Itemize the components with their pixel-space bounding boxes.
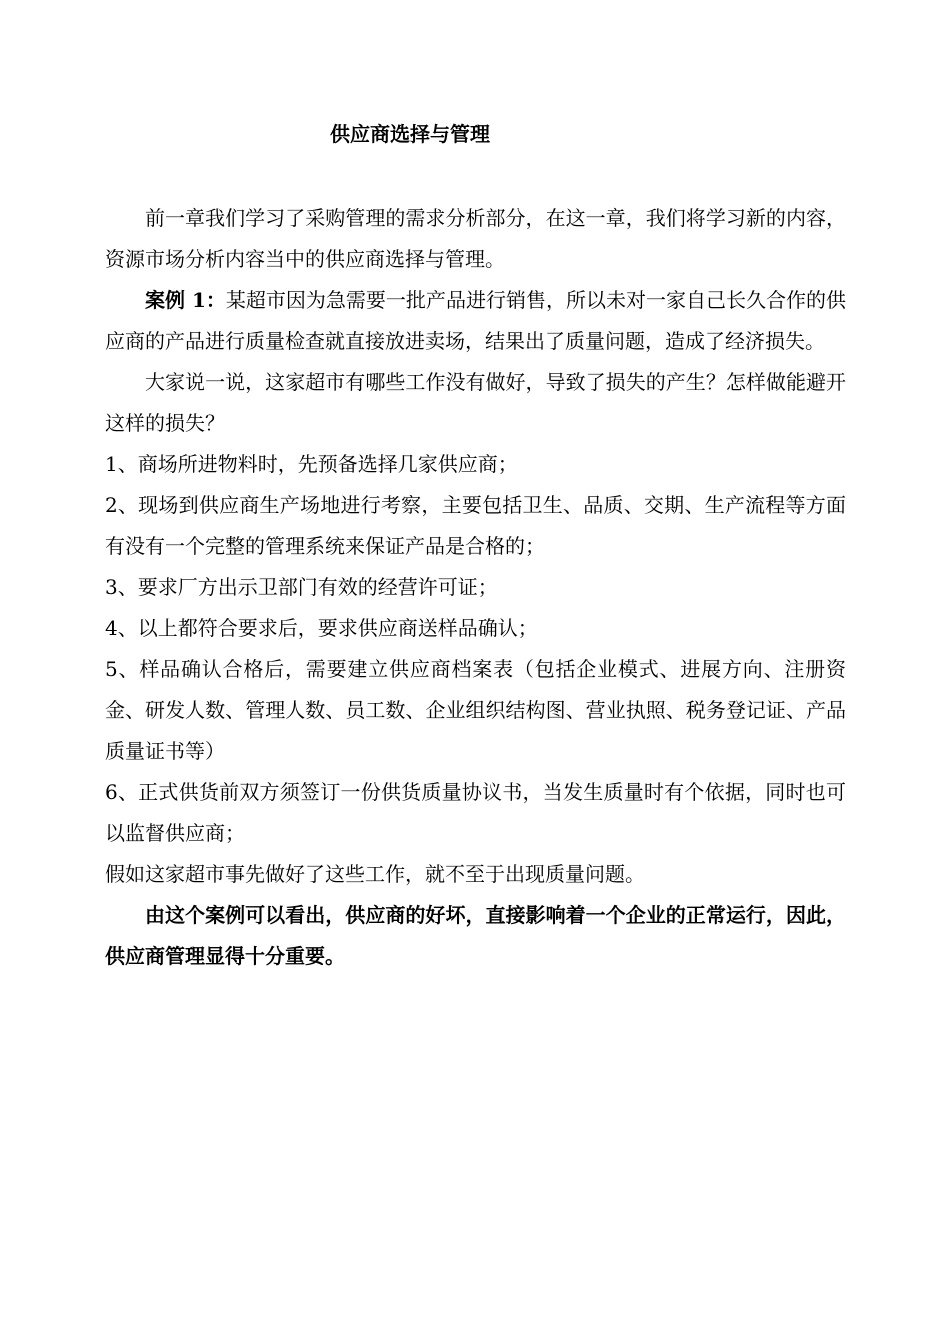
list-item-1: 1、商场所进物料时，先预备选择几家供应商； [105, 452, 518, 476]
intro-paragraph: 前一章我们学习了采购管理的需求分析部分，在这一章，我们将学习新的内容，资源市场分析内容当中的供应商选择与管理。 [105, 206, 846, 271]
list-item-6: 6、正式供货前双方须签订一份供货质量协议书，当发生质量时有个依据，同时也可以监督供应商； [105, 780, 846, 845]
list-item-2: 2、现场到供应商生产场地进行考察，主要包括卫生、品质、交期、生产流程等方面有没有一个完整的管理系统来保证产品是合格的； [105, 493, 846, 558]
case-label: 案例 1： [145, 288, 226, 312]
case-text: 某超市因为急需要一批产品进行销售，所以未对一家自己长久合作的供应商的产品进行质量检查就直接放进卖场，结果出了质量问题，造成了经济损失。 [105, 288, 846, 353]
document-body [105, 198, 846, 977]
question-paragraph: 大家说一说，这家超市有哪些工作没有做好，导致了损失的产生？怎样做能避开这样的损失？ [105, 370, 846, 435]
conclusion-paragraph: 由这个案例可以看出，供应商的好坏，直接影响着一个企业的正常运行，因此，供应商管理显得十分重要。 [105, 903, 846, 968]
list-item-3: 3、要求厂方出示卫部门有效的经营许可证； [105, 575, 498, 599]
summary-paragraph: 假如这家超市事先做好了这些工作，就不至于出现质量问题。 [105, 862, 645, 886]
case-paragraph [105, 280, 846, 362]
list-item-5: 5、样品确认合格后，需要建立供应商档案表（包括企业模式、进展方向、注册资金、研发人数、管理人数、员工数、企业组织结构图、营业执照、税务登记证、产品质量证书等） [105, 657, 846, 763]
list-item-4: 4、以上都符合要求后，要求供应商送样品确认； [105, 616, 538, 640]
document-title: 供应商选择与管理 [330, 122, 490, 146]
